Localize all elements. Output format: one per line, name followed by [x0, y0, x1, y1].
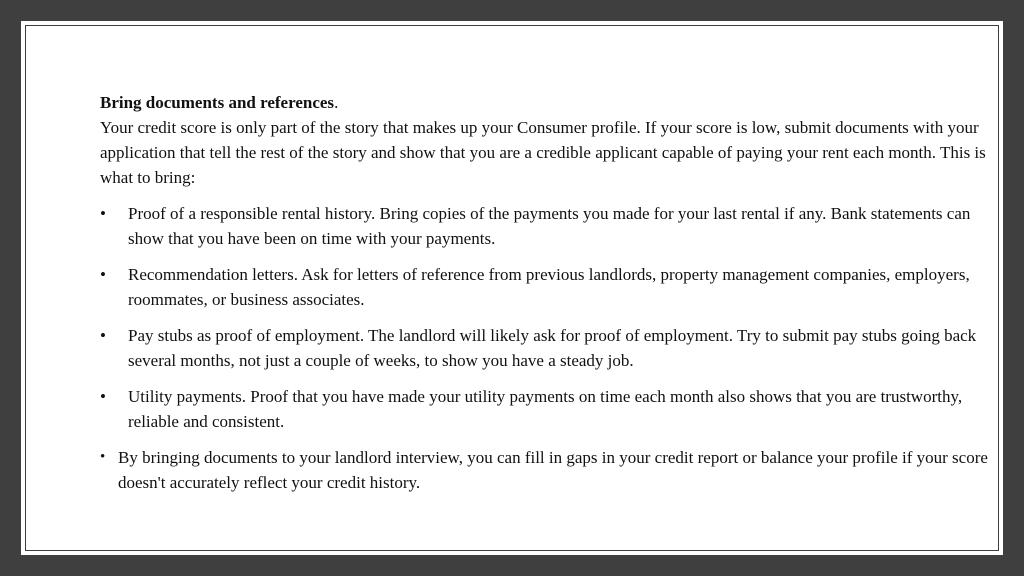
bullet-icon: • [100, 326, 106, 345]
slide [21, 21, 1003, 555]
list-item-text: Pay stubs as proof of employment. The landlord will likely ask for proof of employment. Try to submit pay stubs going back several months, not just a couple of weeks, to show you have a steady job. [128, 326, 977, 370]
bullet-list [100, 201, 1000, 434]
list-item-text: Proof of a responsible rental history. Bring copies of the payments you made for your last rental if any. Bank statements can show that you have been on time with your payments. [128, 204, 971, 248]
list-item-text: Recommendation letters. Ask for letters of reference from previous landlords, property management companies, employers, roommates, or business associates. [128, 265, 970, 309]
heading-period: . [334, 93, 339, 112]
intro-paragraph: Your credit score is only part of the story that makes up your Consumer profile. If your score is low, submit documents with your application that tell the rest of the story and show that you are a credible applicant capable of paying your rent each month. This is what to bring: [100, 118, 986, 187]
list-item-text: Utility payments. Proof that you have made your utility payments on time each month also shows that you are trustworthy, reliable and consistent. [128, 387, 963, 431]
bullet-icon: • [100, 449, 106, 465]
list-item [100, 384, 1000, 434]
heading [100, 90, 1000, 115]
list-item [100, 262, 1000, 312]
heading-title: Bring documents and references [100, 93, 335, 112]
list-item [100, 201, 1000, 251]
list-item [100, 323, 1000, 373]
closing-text: By bringing documents to your landlord interview, you can fill in gaps in your credit report or balance your profile if your score doesn't accurately reflect your credit history. [118, 448, 988, 492]
bullet-icon: • [100, 387, 106, 406]
slide-content [100, 90, 1000, 495]
bullet-icon: • [100, 265, 106, 284]
closing-paragraph [100, 445, 1000, 495]
bullet-icon: • [100, 204, 106, 223]
